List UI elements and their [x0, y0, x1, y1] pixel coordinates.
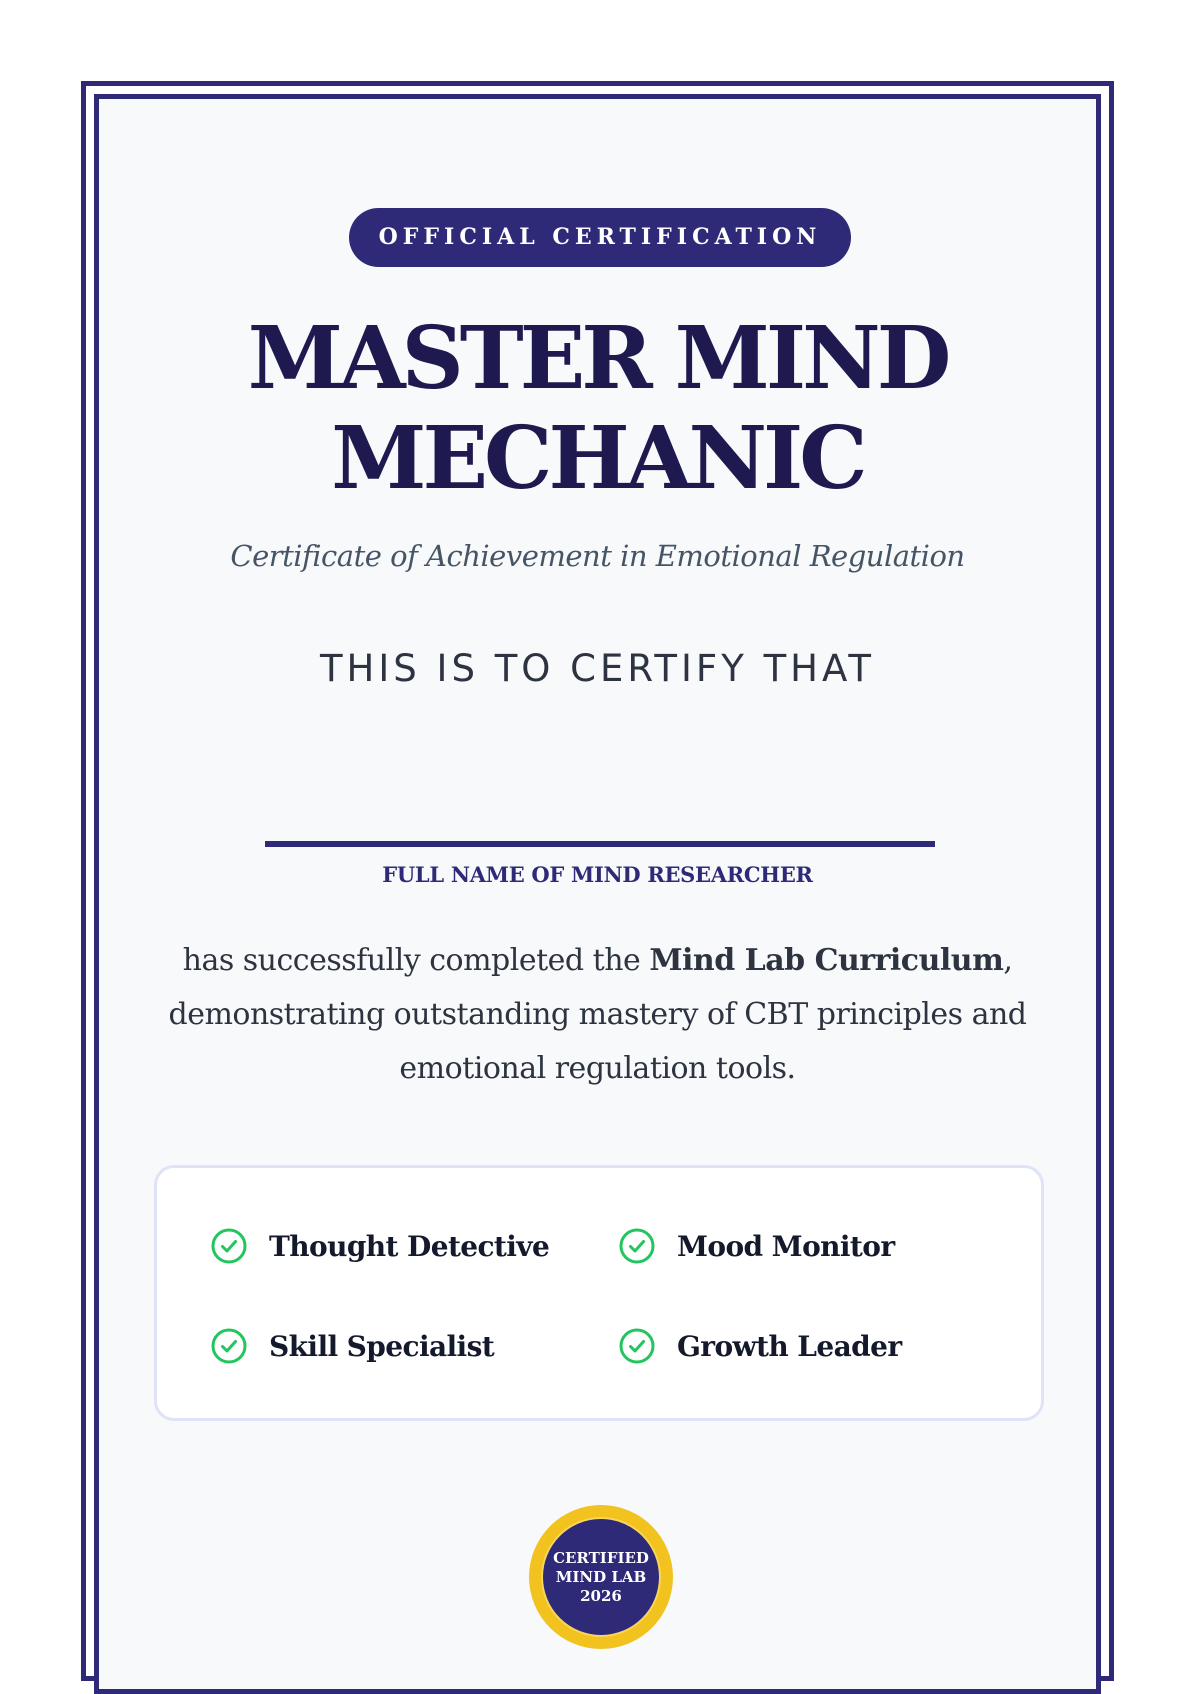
seal-center [541, 1517, 661, 1637]
skills-panel [154, 1165, 1044, 1421]
recipient-name-line [265, 841, 935, 847]
official-certification-badge: OFFICIAL CERTIFICATION [349, 208, 851, 267]
seal-line-2: MIND LAB [555, 1568, 647, 1586]
skill-label: Mood Monitor [677, 1229, 895, 1263]
certificate-subtitle: Certificate of Achievement in Emotional Regulation [230, 539, 965, 573]
check-circle-icon [211, 1228, 247, 1264]
skill-item-mood-monitor [619, 1226, 895, 1266]
title-line-1: MASTER MIND [247, 308, 948, 409]
description-suffix: , demonstrating outstanding mastery of CBT principles and emotional regulation tools. [168, 943, 1027, 1086]
skill-label: Thought Detective [269, 1229, 550, 1263]
certify-statement: THIS IS TO CERTIFY THAT [319, 647, 876, 690]
check-circle-icon [619, 1328, 655, 1364]
achievement-description [159, 934, 1036, 1096]
curriculum-name: Mind Lab Curriculum [649, 943, 1004, 978]
skill-item-skill-specialist [211, 1326, 494, 1366]
check-circle-icon [211, 1328, 247, 1364]
skill-item-growth-leader [619, 1326, 901, 1366]
certificate-title [99, 309, 1096, 509]
title-line-2: MECHANIC [331, 408, 864, 509]
seal-line-3: 2026 [580, 1587, 622, 1605]
certified-seal [529, 1505, 673, 1649]
description-prefix: has successfully completed the [182, 943, 650, 978]
seal-line-1: CERTIFIED [553, 1549, 649, 1567]
skill-item-thought-detective [211, 1226, 549, 1266]
recipient-name-caption: FULL NAME OF MIND RESEARCHER [382, 862, 813, 887]
skill-label: Skill Specialist [269, 1329, 495, 1363]
certificate-content [99, 99, 1096, 1605]
check-circle-icon [619, 1228, 655, 1264]
skill-label: Growth Leader [677, 1329, 902, 1363]
